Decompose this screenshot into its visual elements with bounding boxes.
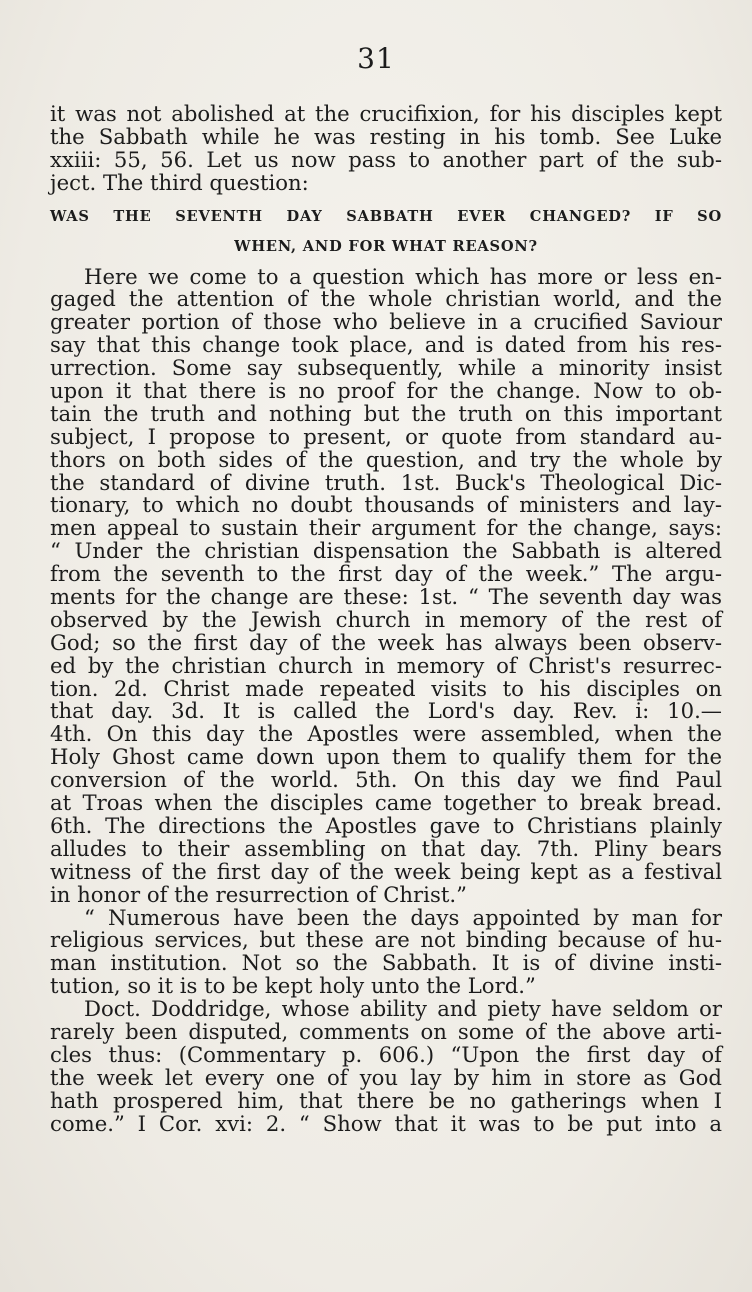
text-line: ed by the christian church in memory of Christ's resurrec-: [50, 652, 722, 678]
text-line: at Troas when the disciples came together to break bread.: [50, 790, 722, 816]
text-line: that day. 3d. It is called the Lord's day. Rev. i: 10.—: [50, 698, 722, 724]
text-line: the week let every one of you lay by him in store as God: [50, 1064, 722, 1090]
text-line: Here we come to a question which has more or less en-: [84, 263, 722, 289]
text-line: the standard of divine truth. 1st. Buck's Theological Dic-: [50, 469, 722, 495]
text-line: from the seventh to the first day of the week.” The argu-: [50, 561, 722, 587]
page-body: [50, 103, 722, 1135]
text-line: cles thus: (Commentary p. 606.) “Upon the first day of: [50, 1041, 722, 1067]
text-line: alludes to their assembling on that day. 7th. Pliny bears: [50, 835, 722, 861]
text-line: “ Numerous have been the days appointed by man for: [84, 904, 722, 930]
text-line: religious services, but these are not binding because of hu-: [50, 927, 722, 953]
text-line: urrection. Some say subsequently, while a minority insist: [50, 355, 722, 381]
text-line: 4th. On this day the Apostles were assembled, when the: [50, 721, 722, 747]
section-heading: WAS THE SEVENTH DAY SABBATH EVER CHANGED? IF SO: [50, 207, 722, 225]
text-line: conversion of the world. 5th. On this day we find Paul: [50, 767, 722, 793]
text-line: xxiii: 55, 56. Let us now pass to another part of the sub-: [50, 146, 722, 172]
text-line: God; so the first day of the week has always been observ-: [50, 629, 722, 655]
text-line: greater portion of those who believe in a crucified Saviour: [50, 309, 722, 335]
text-line: “ Under the christian dispensation the Sabbath is altered: [50, 538, 722, 564]
text-line: ject. The third question:: [50, 169, 309, 195]
text-line: gaged the attention of the whole christian world, and the: [50, 286, 722, 312]
text-line: tution, so it is to be kept holy unto the Lord.”: [50, 973, 536, 999]
text-line: the Sabbath while he was resting in his tomb. See Luke: [50, 123, 722, 149]
text-line: upon it that there is no proof for the change. Now to ob-: [50, 378, 722, 404]
text-line: Doct. Doddridge, whose ability and piety have seldom or: [84, 996, 722, 1022]
text-line: in honor of the resurrection of Christ.”: [50, 881, 467, 907]
text-line: thors on both sides of the question, and try the whole by: [50, 446, 722, 472]
text-line: tain the truth and nothing but the truth on this important: [50, 400, 722, 426]
text-line: hath prospered him, that there be no gatherings when I: [50, 1087, 722, 1113]
page-number: 31: [357, 42, 395, 75]
text-line: subject, I propose to present, or quote from standard au-: [50, 423, 722, 449]
text-line: witness of the first day of the week being kept as a festival: [50, 858, 722, 884]
text-line: come.” I Cor. xvi: 2. “ Show that it was to be put into a: [50, 1110, 722, 1136]
text-line: say that this change took place, and is dated from his res-: [50, 332, 722, 358]
text-line: 6th. The directions the Apostles gave to Christians plainly: [50, 812, 722, 838]
text-line: observed by the Jewish church in memory of the rest of: [50, 606, 722, 632]
text-line: Holy Ghost came down upon them to qualify them for the: [50, 744, 722, 770]
text-line: tion. 2d. Christ made repeated visits to his disciples on: [50, 675, 722, 701]
text-line: tionary, to which no doubt thousands of ministers and lay-: [50, 492, 722, 518]
text-line: rarely been disputed, comments on some of the above arti-: [50, 1018, 722, 1044]
text-line: men appeal to sustain their argument for the change, says:: [50, 515, 722, 541]
section-heading: WHEN, AND FOR WHAT REASON?: [234, 237, 538, 255]
text-line: man institution. Not so the Sabbath. It is of divine insti-: [50, 950, 722, 976]
text-line: it was not abolished at the crucifixion, for his disciples kept: [50, 101, 722, 126]
text-line: ments for the change are these: 1st. “ The seventh day was: [50, 584, 722, 610]
